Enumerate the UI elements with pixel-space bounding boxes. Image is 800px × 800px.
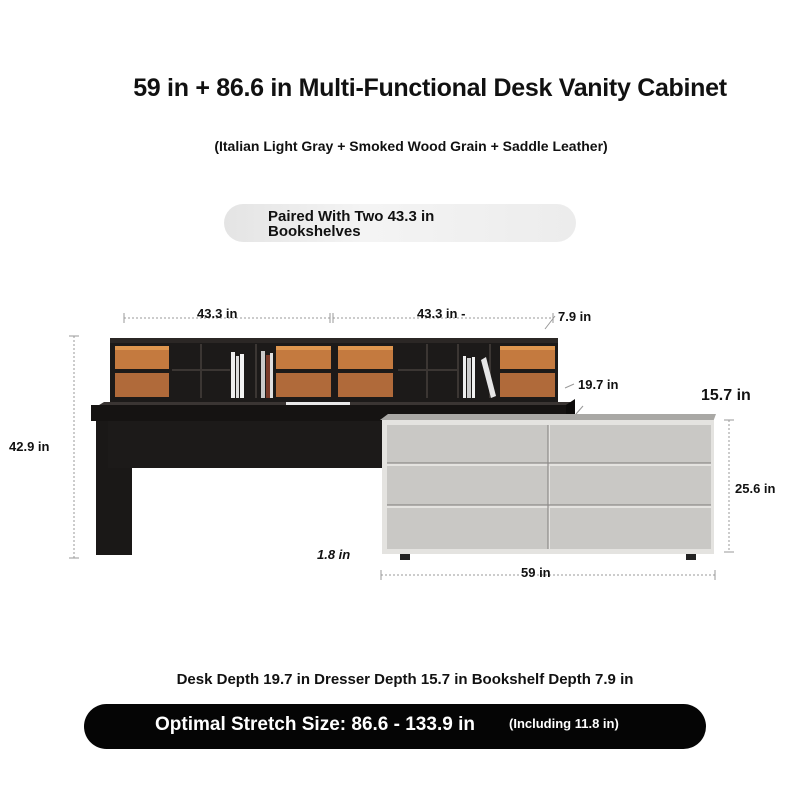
stretch-size-note: (Including 11.8 in) [509, 716, 619, 731]
bookshelf-left-width-label: 43.3 in [197, 306, 238, 321]
total-height-label: 42.9 in [9, 439, 50, 454]
bookshelf-note-text: Paired With Two 43.3 in Bookshelves [268, 208, 435, 240]
bookshelf-right-width-label: 43.3 in - [417, 306, 466, 321]
leg-height-label: 1.8 in [317, 547, 351, 562]
bookshelves [110, 338, 558, 402]
product-subtitle: (Italian Light Gray + Smoked Wood Grain + Saddle Leather) [214, 138, 608, 154]
dresser-height-label: 25.6 in [735, 481, 776, 496]
bookshelf-depth-label: 7.9 in [558, 309, 592, 324]
dresser [380, 414, 716, 560]
product-title: 59 in + 86.6 in Multi-Functional Desk Vanity Cabinet [133, 74, 727, 102]
dresser-depth-label: 15.7 in [701, 387, 751, 404]
stretch-size-text: Optimal Stretch Size: 86.6 - 133.9 in [155, 714, 475, 735]
depth-summary: Desk Depth 19.7 in Dresser Depth 15.7 in Bookshelf Depth 7.9 in [176, 671, 634, 688]
desk-depth-label: 19.7 in [578, 377, 619, 392]
dresser-width-label: 59 in [521, 565, 551, 580]
